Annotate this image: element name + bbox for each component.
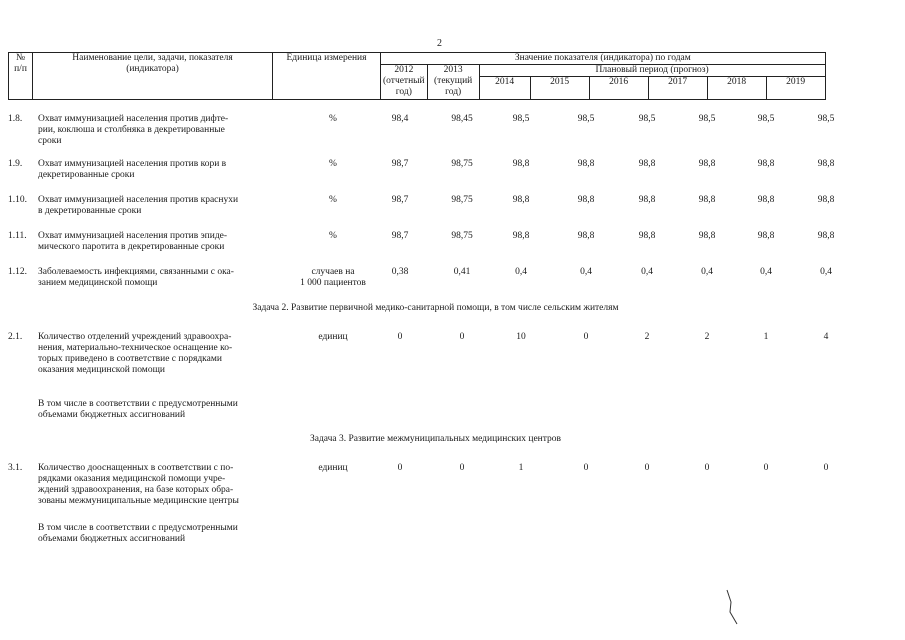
cell-value: 98,8 [698,231,716,241]
cell-value: 98,45 [451,114,473,124]
cell-value: 98,8 [512,159,530,169]
cell-value: 98,7 [391,159,409,169]
header-2015: 2015 [530,77,589,100]
cell-value: 0 [459,463,465,473]
header-2019: 2019 [766,77,825,100]
cell-value: 98,5 [757,114,775,124]
cell-unit: % [329,195,337,205]
cell-value: 98,8 [512,195,530,205]
cell-value: 0,4 [641,267,653,277]
cell-value: 98,7 [391,195,409,205]
cell-value: 98,8 [638,195,656,205]
cell-unit: случаев на 1 000 пациентов [300,267,366,288]
cell-value: 0 [583,332,589,342]
cell-name: Заболеваемость инфекциями, связанными с ока- занием медицинской помощи [38,267,234,288]
cell-value: 98,5 [817,114,835,124]
cell-value: 0,4 [701,267,713,277]
cell-value: 10 [516,332,526,342]
cell-value: 0 [583,463,589,473]
cell-value: 0,4 [760,267,772,277]
cell-name: Количество дооснащенных в соответствии с по- рядками оказания медицинской помощи учре- ждений здравоохранения, на базе которых обра- зованы межмуниципальные медицинские центры [38,463,239,506]
cell-name: Охват иммунизацией населения против дифте- рии, коклюша и столбняка в декретированные сроки [38,114,229,146]
cell-value: 98,5 [512,114,530,124]
cell-unit: % [329,159,337,169]
cell-value: 0 [704,463,710,473]
cell-value: 98,75 [451,159,473,169]
cell-value: 0 [823,463,829,473]
cell-num: 2.1. [8,332,23,342]
header-2014: 2014 [479,77,530,100]
header-col-name: Наименование цели, задачи, показателя (индикатора) [33,53,273,100]
cell-value: 98,8 [817,159,835,169]
cell-unit: единиц [318,332,348,342]
cell-value: 98,5 [577,114,595,124]
cell-unit: % [329,231,337,241]
cell-value: 98,5 [638,114,656,124]
cell-value: 0 [763,463,769,473]
header-plan-period: Плановый период (прогноз) [479,65,825,77]
cell-value: 98,8 [577,231,595,241]
cell-value: 98,8 [638,159,656,169]
task-2-title: Задача 2. Развитие первичной медико-санитарной помощи, в том числе сельским жителям [252,303,619,313]
header-col-unit: Единица измерения [273,53,381,100]
cell-value: 98,8 [698,195,716,205]
cell-value: 98,8 [757,231,775,241]
cell-value: 98,75 [451,231,473,241]
cell-value: 98,8 [512,231,530,241]
cell-name: Количество отделений учреждений здравоохра- нения, материально-техническое оснащение ко- торых приведено в соответствие с порядками оказания медицинской помощи [38,332,233,375]
header-col-num: № п/п [9,53,33,100]
page-number: 2 [437,38,442,49]
header-2016: 2016 [589,77,648,100]
cell-value: 98,8 [698,159,716,169]
cell-unit: % [329,114,337,124]
task-2-note: В том числе в соответствии с предусмотренными объемами бюджетных ассигнований [38,399,238,420]
cell-value: 98,8 [577,159,595,169]
cell-num: 1.10. [8,195,27,205]
cell-value: 0 [459,332,465,342]
cell-num: 1.11. [8,231,27,241]
cell-num: 1.8. [8,114,23,124]
cell-value: 0,38 [391,267,409,277]
table-header [8,52,826,100]
cell-value: 1 [763,332,769,342]
cell-value: 98,8 [757,195,775,205]
cell-value: 98,8 [757,159,775,169]
header-2018: 2018 [707,77,766,100]
cell-value: 0,41 [453,267,471,277]
cell-value: 2 [644,332,650,342]
cell-value: 0 [397,463,403,473]
cell-value: 98,8 [577,195,595,205]
cell-num: 1.12. [8,267,27,277]
cell-value: 1 [518,463,524,473]
cell-value: 2 [704,332,710,342]
task-3-title: Задача 3. Развитие межмуниципальных медицинских центров [309,434,562,444]
cell-value: 0,4 [820,267,832,277]
pen-mark [725,588,745,628]
header-2017: 2017 [648,77,707,100]
cell-value: 0 [397,332,403,342]
cell-value: 98,8 [817,231,835,241]
cell-name: Охват иммунизацией населения против кори в декретированные сроки [38,159,227,180]
header-2012: 2012 (отчетный год) [381,65,428,100]
cell-value: 98,5 [698,114,716,124]
cell-value: 98,8 [817,195,835,205]
cell-num: 3.1. [8,463,23,473]
cell-value: 0 [644,463,650,473]
cell-num: 1.9. [8,159,23,169]
cell-name: Охват иммунизацией населения против краснухи в декретированные сроки [38,195,239,216]
header-2013: 2013 (текущий год) [427,65,479,100]
cell-name: Охват иммунизацией населения против эпиде- мического паротита в декретированные сроки [38,231,228,252]
cell-value: 98,75 [451,195,473,205]
header-col-values: Значение показателя (индикатора) по годам [381,53,826,65]
cell-value: 98,7 [391,231,409,241]
cell-value: 0,4 [580,267,592,277]
cell-value: 4 [823,332,829,342]
cell-unit: единиц [318,463,348,473]
cell-value: 98,8 [638,231,656,241]
task-3-note: В том числе в соответствии с предусмотренными объемами бюджетных ассигнований [38,523,238,544]
cell-value: 0,4 [515,267,527,277]
cell-value: 98,4 [391,114,409,124]
